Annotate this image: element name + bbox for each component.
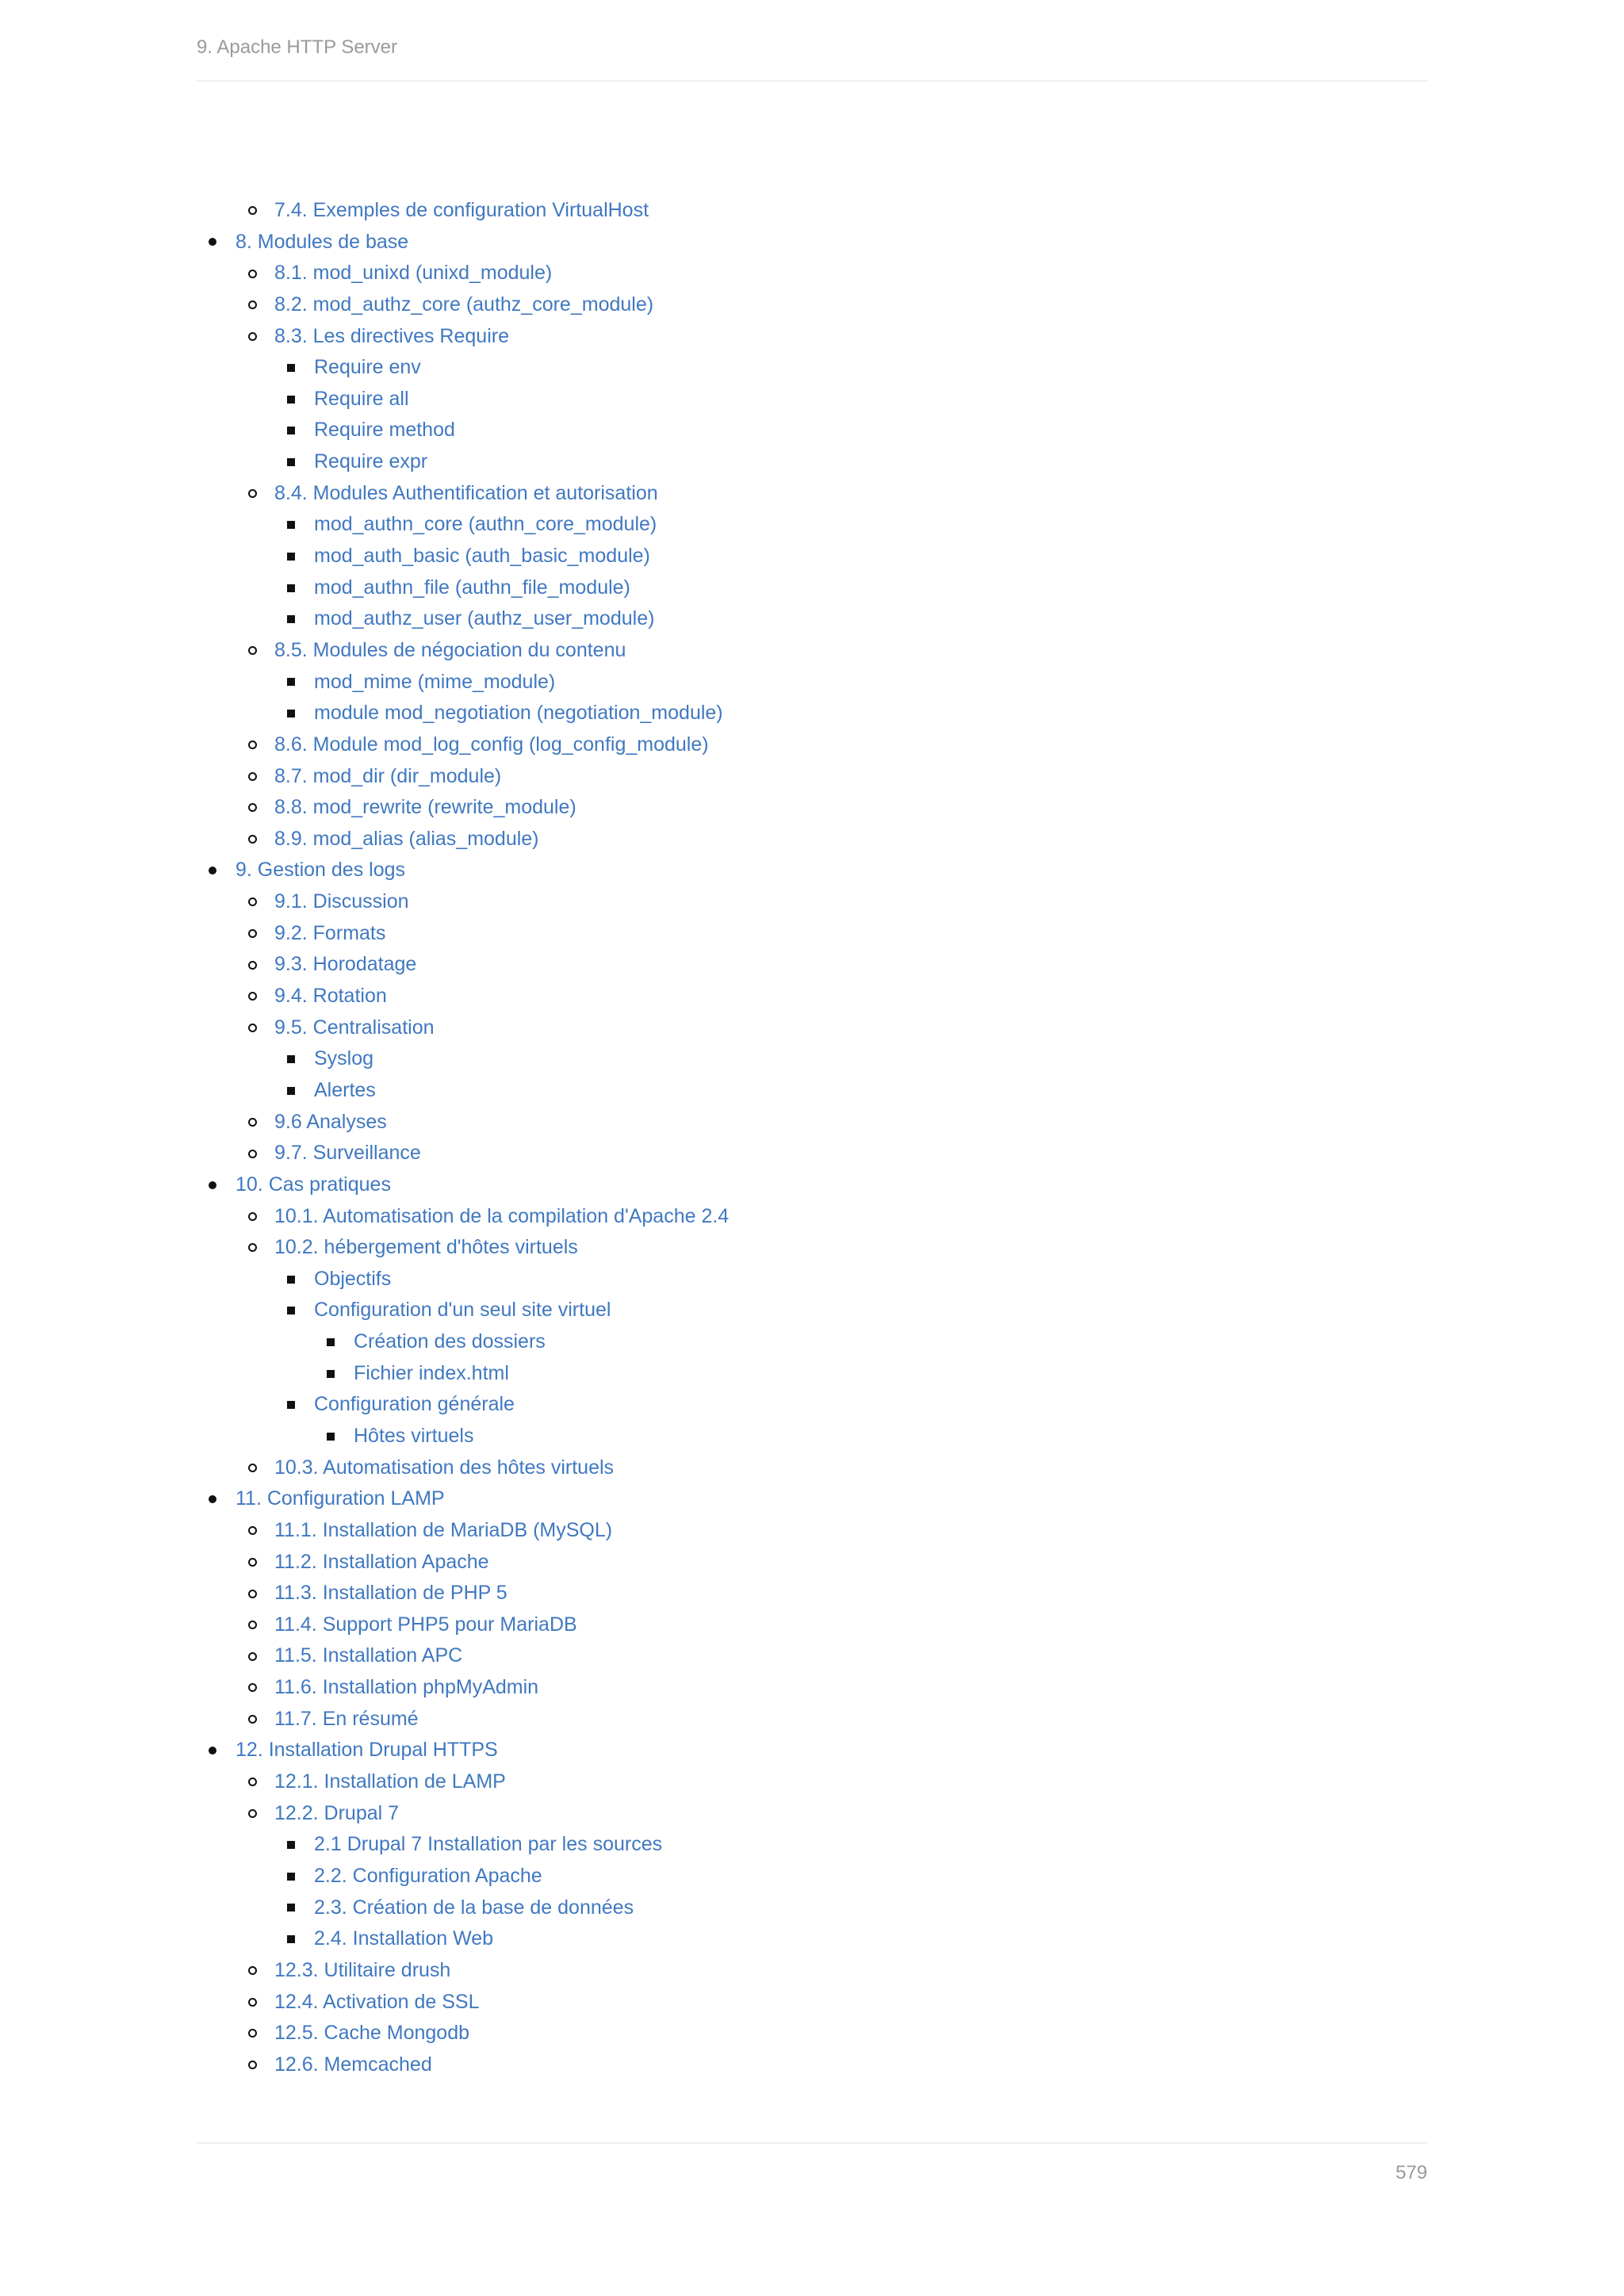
square-bullet-icon — [287, 1904, 295, 1911]
toc-link[interactable]: 11.4. Support PHP5 pour MariaDB — [274, 1613, 577, 1636]
circle-bullet-icon — [248, 1715, 257, 1724]
toc-link[interactable]: 7.4. Exemples de configuration VirtualHost — [274, 199, 649, 221]
toc-link[interactable]: 12.4. Activation de SSL — [274, 1990, 480, 2013]
circle-bullet-icon — [248, 2061, 257, 2069]
toc-link[interactable]: 12.1. Installation de LAMP — [274, 1770, 506, 1793]
square-bullet-icon — [287, 678, 295, 686]
circle-bullet-icon — [248, 489, 257, 498]
toc-entry — [0, 1326, 1624, 1358]
toc-entry — [0, 258, 1624, 289]
circle-bullet-icon — [248, 1558, 257, 1567]
toc-entry — [0, 1483, 1624, 1515]
toc-link[interactable]: 12.5. Cache Mongodb — [274, 2022, 470, 2045]
circle-bullet-icon — [248, 1621, 257, 1629]
toc-entry — [0, 1232, 1624, 1264]
header-divider — [197, 80, 1427, 82]
toc-entry — [0, 1043, 1624, 1075]
toc-link[interactable]: mod_authn_core (authn_core_module) — [314, 513, 657, 536]
toc-entry — [0, 1421, 1624, 1452]
circle-bullet-icon — [248, 1243, 257, 1252]
toc-entry — [0, 1923, 1624, 1955]
toc-entry — [0, 289, 1624, 321]
circle-bullet-icon — [248, 1212, 257, 1221]
circle-bullet-icon — [248, 646, 257, 655]
table-of-contents — [0, 195, 1624, 2080]
toc-link[interactable]: 8.5. Modules de négociation du contenu — [274, 638, 626, 661]
toc-entry — [0, 1389, 1624, 1421]
toc-entry — [0, 1892, 1624, 1924]
toc-link[interactable]: Require expr — [314, 450, 428, 473]
toc-link[interactable]: module mod_negotiation (negotiation_module) — [314, 702, 723, 725]
toc-entry — [0, 1955, 1624, 1987]
toc-entry — [0, 1672, 1624, 1704]
toc-entry — [0, 729, 1624, 761]
toc-entry — [0, 478, 1624, 510]
toc-entry — [0, 824, 1624, 855]
toc-link[interactable]: Création des dossiers — [354, 1330, 546, 1353]
toc-entry — [0, 541, 1624, 572]
toc-entry — [0, 384, 1624, 415]
toc-entry — [0, 2049, 1624, 2081]
square-bullet-icon — [287, 710, 295, 718]
toc-link[interactable]: Require all — [314, 387, 409, 410]
toc-link[interactable]: Require env — [314, 356, 421, 379]
toc-link[interactable]: 9.6 Analyses — [274, 1110, 387, 1133]
circle-bullet-icon — [248, 740, 257, 749]
toc-link[interactable]: 8.4. Modules Authentification et autorisation — [274, 481, 658, 504]
toc-link[interactable]: mod_authz_user (authz_user_module) — [314, 607, 655, 630]
square-bullet-icon — [287, 521, 295, 529]
toc-link[interactable]: 9.5. Centralisation — [274, 1016, 435, 1039]
circle-bullet-icon — [248, 961, 257, 970]
square-bullet-icon — [287, 1276, 295, 1284]
square-bullet-icon — [287, 1841, 295, 1849]
toc-link[interactable]: 8.6. Module mod_log_config (log_config_module) — [274, 733, 709, 756]
toc-link[interactable]: Objectifs — [314, 1267, 392, 1290]
toc-link[interactable]: Syslog — [314, 1047, 374, 1070]
toc-link[interactable]: 10.2. hébergement d'hôtes virtuels — [274, 1236, 578, 1259]
toc-link[interactable]: 11.6. Installation phpMyAdmin — [274, 1676, 539, 1699]
square-bullet-icon — [287, 615, 295, 623]
toc-link[interactable]: 10. Cas pratiques — [236, 1173, 391, 1196]
circle-bullet-icon — [248, 992, 257, 1001]
toc-entry — [0, 1515, 1624, 1547]
toc-link[interactable]: 9.1. Discussion — [274, 890, 409, 913]
square-bullet-icon — [287, 427, 295, 434]
toc-entry — [0, 1735, 1624, 1766]
square-bullet-icon — [287, 458, 295, 466]
toc-entry — [0, 949, 1624, 981]
toc-entry — [0, 761, 1624, 793]
toc-entry — [0, 572, 1624, 604]
toc-entry — [0, 1107, 1624, 1138]
toc-link[interactable]: 11.7. En résumé — [274, 1707, 419, 1730]
circle-bullet-icon — [248, 332, 257, 341]
square-bullet-icon — [287, 553, 295, 561]
circle-bullet-icon — [248, 1464, 257, 1472]
toc-entry — [0, 1766, 1624, 1798]
square-bullet-icon — [287, 1087, 295, 1095]
toc-entry — [0, 1295, 1624, 1326]
toc-entry — [0, 635, 1624, 667]
circle-bullet-icon — [248, 1024, 257, 1032]
toc-entry — [0, 1264, 1624, 1295]
circle-bullet-icon — [248, 1809, 257, 1818]
toc-link[interactable]: 9. Gestion des logs — [236, 859, 406, 882]
toc-entry — [0, 321, 1624, 353]
circle-bullet-icon — [248, 1683, 257, 1692]
circle-bullet-icon — [248, 929, 257, 938]
toc-entry — [0, 698, 1624, 729]
toc-link[interactable]: 2.2. Configuration Apache — [314, 1864, 542, 1887]
toc-link[interactable]: 8. Modules de base — [236, 230, 409, 253]
circle-bullet-icon — [248, 1526, 257, 1535]
toc-entry — [0, 1861, 1624, 1892]
toc-link[interactable]: 10.1. Automatisation de la compilation d'Apache 2.4 — [274, 1204, 730, 1227]
square-bullet-icon — [287, 1401, 295, 1409]
toc-link[interactable]: 8.8. mod_rewrite (rewrite_module) — [274, 796, 576, 819]
toc-entry — [0, 352, 1624, 384]
toc-entry — [0, 1138, 1624, 1169]
circle-bullet-icon — [248, 2029, 257, 2038]
toc-link[interactable]: 12.2. Drupal 7 — [274, 1801, 400, 1824]
toc-link[interactable]: 9.4. Rotation — [274, 985, 387, 1008]
running-header-title: 9. Apache HTTP Server — [197, 36, 398, 58]
toc-link[interactable]: mod_mime (mime_module) — [314, 670, 556, 693]
square-bullet-icon — [287, 584, 295, 592]
toc-link[interactable]: 12.3. Utilitaire drush — [274, 1958, 451, 1981]
toc-link[interactable]: 8.7. mod_dir (dir_module) — [274, 764, 502, 787]
toc-entry — [0, 227, 1624, 258]
square-bullet-icon — [287, 1935, 295, 1943]
toc-entry — [0, 415, 1624, 446]
circle-bullet-icon — [248, 1150, 257, 1158]
square-bullet-icon — [327, 1370, 335, 1378]
toc-link[interactable]: 9.2. Formats — [274, 921, 386, 944]
circle-bullet-icon — [248, 772, 257, 781]
toc-entry — [0, 667, 1624, 698]
toc-entry — [0, 1201, 1624, 1233]
square-bullet-icon — [287, 1055, 295, 1063]
toc-entry — [0, 195, 1624, 227]
circle-bullet-icon — [248, 1777, 257, 1786]
toc-entry — [0, 1547, 1624, 1578]
circle-bullet-icon — [248, 1590, 257, 1598]
toc-link[interactable]: 12.6. Memcached — [274, 2053, 432, 2076]
circle-bullet-icon — [248, 206, 257, 215]
toc-link[interactable]: 9.3. Horodatage — [274, 953, 417, 976]
circle-bullet-icon — [248, 300, 257, 309]
toc-entry — [0, 918, 1624, 950]
toc-entry — [0, 1578, 1624, 1609]
circle-bullet-icon — [248, 897, 257, 906]
toc-link[interactable]: 11.1. Installation de MariaDB (MySQL) — [274, 1518, 613, 1541]
circle-bullet-icon — [248, 1652, 257, 1661]
square-bullet-icon — [287, 1307, 295, 1314]
toc-link[interactable]: Hôtes virtuels — [354, 1424, 474, 1447]
disc-bullet-icon — [209, 238, 216, 246]
toc-link[interactable]: 2.3. Création de la base de données — [314, 1896, 634, 1919]
circle-bullet-icon — [248, 1966, 257, 1975]
toc-link[interactable]: Require method — [314, 419, 455, 442]
toc-entry — [0, 1609, 1624, 1641]
disc-bullet-icon — [209, 1747, 216, 1755]
toc-entry — [0, 1075, 1624, 1107]
toc-link[interactable]: 9.7. Surveillance — [274, 1142, 421, 1165]
toc-link[interactable]: 8.3. Les directives Require — [274, 324, 509, 347]
toc-link[interactable]: 11. Configuration LAMP — [236, 1487, 445, 1510]
disc-bullet-icon — [209, 1181, 216, 1189]
circle-bullet-icon — [248, 803, 257, 812]
square-bullet-icon — [287, 364, 295, 372]
toc-link[interactable]: 11.5. Installation APC — [274, 1644, 463, 1667]
footer-divider — [197, 2142, 1427, 2144]
page-number: 579 — [1395, 2162, 1427, 2183]
toc-entry — [0, 1798, 1624, 1830]
toc-entry — [0, 509, 1624, 541]
toc-link[interactable]: 2.4. Installation Web — [314, 1927, 494, 1950]
toc-link[interactable]: 8.2. mod_authz_core (authz_core_module) — [274, 293, 654, 316]
disc-bullet-icon — [209, 1495, 216, 1503]
toc-entry — [0, 1012, 1624, 1044]
toc-link[interactable]: 2.1 Drupal 7 Installation par les sources — [314, 1833, 663, 1856]
toc-link[interactable]: Fichier index.html — [354, 1361, 509, 1384]
toc-entry — [0, 2018, 1624, 2049]
toc-entry — [0, 1452, 1624, 1484]
square-bullet-icon — [327, 1338, 335, 1346]
toc-link[interactable]: mod_authn_file (authn_file_module) — [314, 576, 630, 599]
circle-bullet-icon — [248, 270, 257, 278]
toc-entry — [0, 792, 1624, 824]
toc-link[interactable]: 8.9. mod_alias (alias_module) — [274, 827, 539, 850]
toc-entry — [0, 446, 1624, 478]
toc-entry — [0, 855, 1624, 886]
toc-link[interactable]: 11.2. Installation Apache — [274, 1550, 489, 1573]
square-bullet-icon — [327, 1433, 335, 1441]
toc-link[interactable]: 12. Installation Drupal HTTPS — [236, 1739, 498, 1762]
toc-entry — [0, 886, 1624, 918]
toc-entry — [0, 1358, 1624, 1390]
toc-link[interactable]: mod_auth_basic (auth_basic_module) — [314, 545, 650, 568]
toc-entry — [0, 1169, 1624, 1201]
circle-bullet-icon — [248, 1998, 257, 2007]
toc-entry — [0, 1987, 1624, 2019]
square-bullet-icon — [287, 1873, 295, 1881]
toc-link[interactable]: Configuration générale — [314, 1393, 515, 1416]
toc-entry — [0, 981, 1624, 1012]
toc-link[interactable]: Alertes — [314, 1078, 376, 1101]
toc-entry — [0, 1829, 1624, 1861]
toc-link[interactable]: 11.3. Installation de PHP 5 — [274, 1582, 508, 1605]
disc-bullet-icon — [209, 867, 216, 874]
circle-bullet-icon — [248, 1118, 257, 1127]
toc-link[interactable]: 8.1. mod_unixd (unixd_module) — [274, 262, 553, 285]
toc-link[interactable]: 10.3. Automatisation des hôtes virtuels — [274, 1456, 615, 1479]
square-bullet-icon — [287, 396, 295, 404]
toc-entry — [0, 603, 1624, 635]
circle-bullet-icon — [248, 835, 257, 844]
toc-link[interactable]: Configuration d'un seul site virtuel — [314, 1299, 611, 1322]
toc-entry — [0, 1704, 1624, 1735]
toc-entry — [0, 1640, 1624, 1672]
